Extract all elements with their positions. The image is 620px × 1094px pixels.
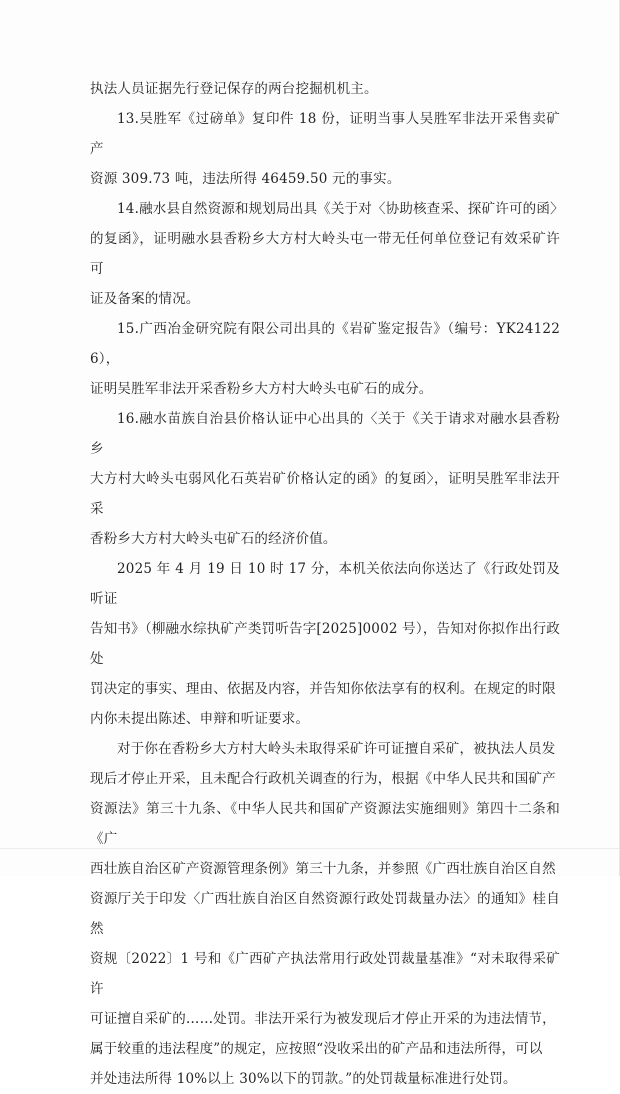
text-line: 资源厅关于印发〈广西壮族自治区自然资源行政处罚裁量办法〉的通知》桂自然 bbox=[90, 891, 560, 937]
text-line: 对于你在香粉乡大方村大岭头未取得采矿许可证擅自采矿，被执法人员发 bbox=[117, 741, 556, 757]
text-line: 现后才停止开采，且未配合行政机关调查的行为，根据《中华人民共和国矿产 bbox=[90, 771, 556, 787]
document-body bbox=[90, 74, 564, 1094]
text-line: 资源法》第三十九条、《中华人民共和国矿产资源法实施细则》第四十二条和《广 bbox=[90, 801, 560, 847]
text-line: 14.融水县自然资源和规划局出具《关于对〈协助核查采、探矿许可的函〉 bbox=[117, 201, 564, 217]
text-line: 15.广西冶金研究院有限公司出具的《岩矿鉴定报告》（编号：YK241226）， bbox=[90, 321, 560, 367]
text-line: 西壮族自治区矿产资源管理条例》第三十九条，并参照《广西壮族自治区自然 bbox=[90, 861, 556, 877]
page-bottom-divider bbox=[0, 848, 619, 849]
text-line: 证及备案的情况。 bbox=[90, 291, 200, 307]
text-line: 并处违法所得 10%以上 30%以下的罚款。”的处罚裁量标准进行处罚。 bbox=[90, 1071, 517, 1087]
text-line: 证明吴胜军非法开采香粉乡大方村大岭头屯矿石的成分。 bbox=[90, 381, 433, 397]
text-line: 资规〔2022〕1 号和《广西矿产执法常用行政处罚裁量基准》“对未取得采矿许 bbox=[90, 951, 560, 997]
text-line: 大方村大岭头屯弱风化石英岩矿价格认定的函》的复函〉，证明吴胜军非法开采 bbox=[90, 471, 560, 517]
text-line: 2025 年 4 月 19 日 10 时 17 分，本机关依法向你送达了《行政处罚及听证 bbox=[90, 561, 560, 607]
text-line: 执法人员证据先行登记保存的两台挖掘机机主。 bbox=[90, 81, 378, 97]
text-line: 的复函》，证明融水县香粉乡大方村大岭头屯一带无任何单位登记有效采矿许可 bbox=[90, 231, 560, 277]
paragraph-evidence-15 bbox=[90, 314, 560, 404]
text-line: 内你未提出陈述、申辩和听证要求。 bbox=[90, 711, 310, 727]
paragraph-evidence-16 bbox=[90, 404, 560, 554]
text-line: 香粉乡大方村大岭头屯矿石的经济价值。 bbox=[90, 531, 337, 547]
paragraph-notice-served bbox=[90, 554, 560, 734]
text-line: 罚决定的事实、理由、依据及内容，并告知你依法享有的权利。在规定的时限 bbox=[90, 681, 556, 697]
text-line: 属于较重的违法程度”的规定，应按照“没收采出的矿产品和违法所得，可以 bbox=[90, 1041, 543, 1057]
text-line: 资源 309.73 吨，违法所得 46459.50 元的事实。 bbox=[90, 171, 401, 187]
paragraph-evidence-14 bbox=[90, 194, 564, 314]
text-line: 告知书》（柳融水综执矿产类罚听告字[2025]0002 号），告知对你拟作出行政处 bbox=[90, 621, 560, 667]
text-line: 可证擅自采矿的……处罚。非法开采行为被发现后才停止开采的为违法情节， bbox=[90, 1011, 556, 1027]
paragraph-evidence-13 bbox=[90, 104, 560, 194]
paragraph-penalty-basis bbox=[90, 734, 560, 1094]
text-line: 13.吴胜军《过磅单》复印件 18 份，证明当事人吴胜军非法开采售卖矿产 bbox=[90, 111, 560, 157]
text-line: 16.融水苗族自治县价格认证中心出具的〈关于《关于请求对融水县香粉乡 bbox=[90, 411, 560, 457]
paragraph-continuation bbox=[90, 74, 560, 104]
